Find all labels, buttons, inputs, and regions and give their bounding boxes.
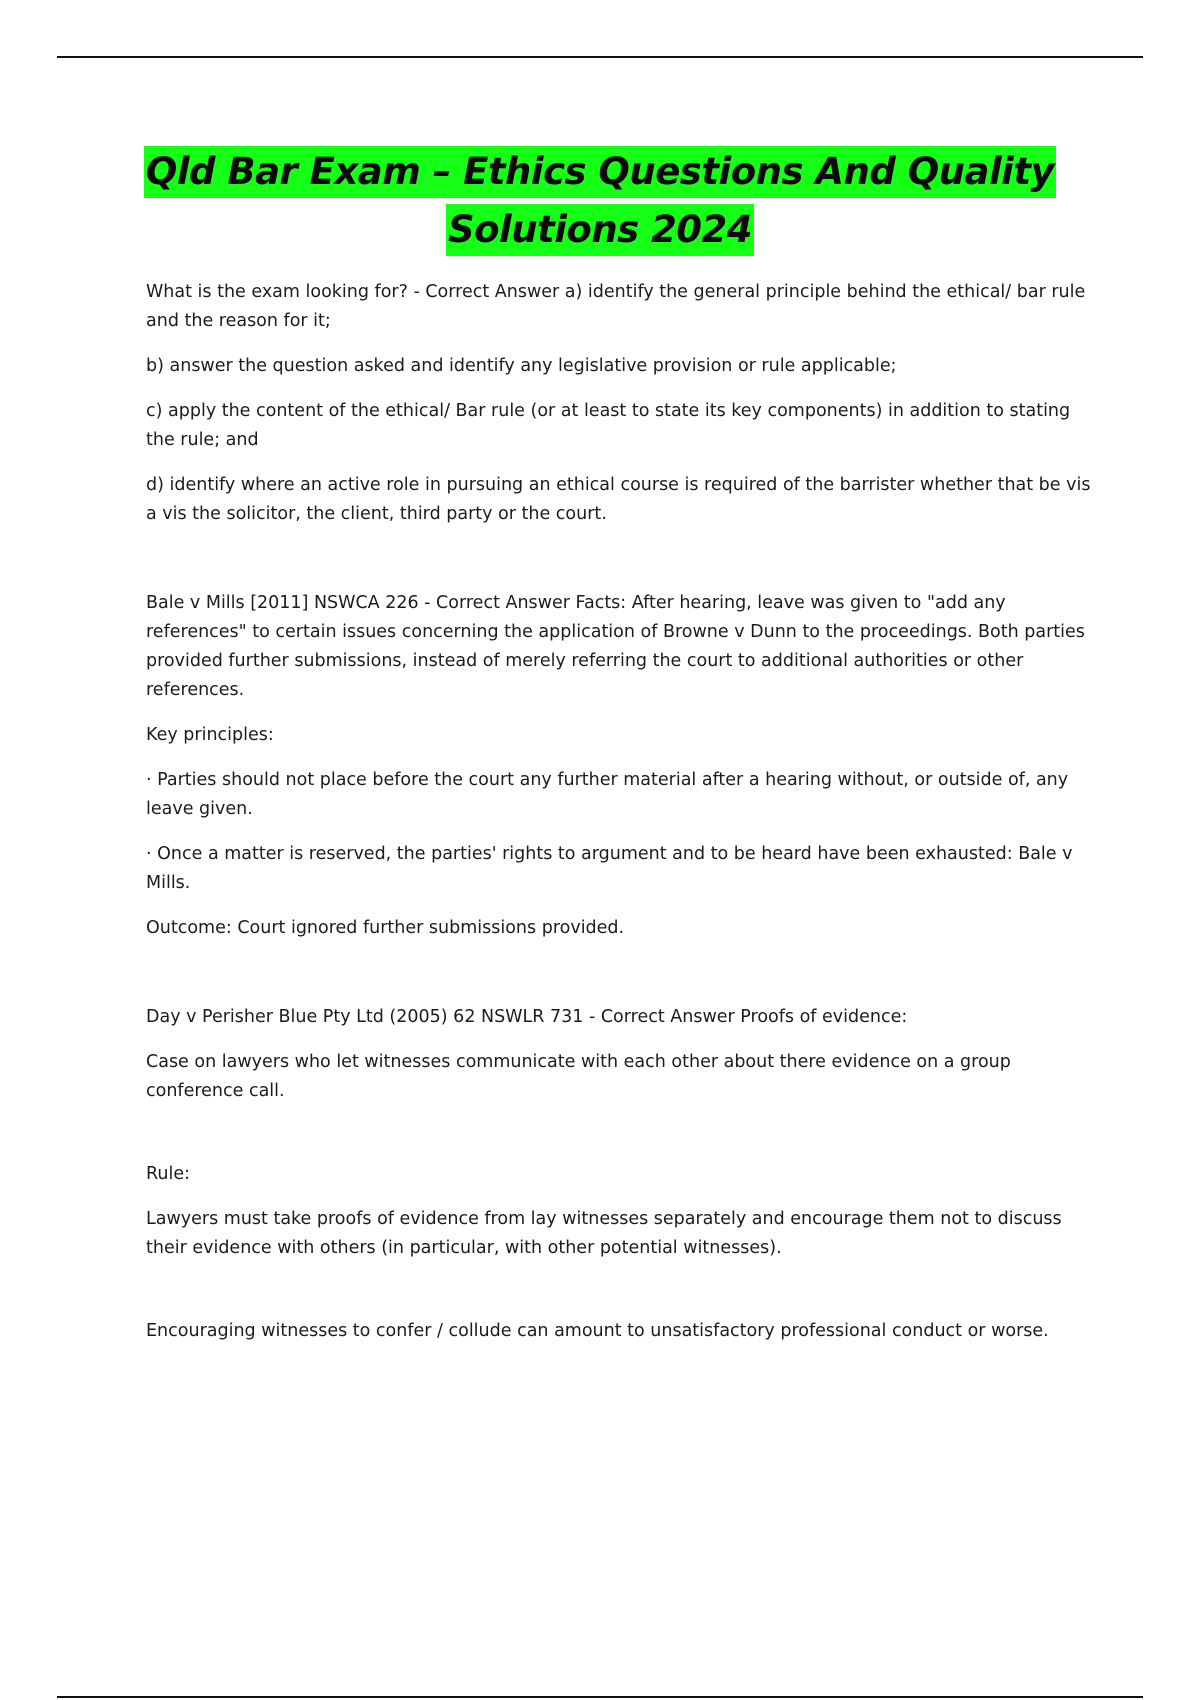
section3-rule-label: Rule: xyxy=(146,1164,190,1184)
section2-principle-1: · Parties should not place before the court any further material after a hearing without, or outside of, any leave given. xyxy=(146,770,1069,819)
bottom-rule xyxy=(57,1696,1143,1698)
spacer xyxy=(146,959,1094,1003)
section3-case: Case on lawyers who let witnesses communicate with each other about there evidence on a group conference call. xyxy=(146,1052,1011,1101)
title-line-1: Qld Bar Exam – Ethics Questions And Quality xyxy=(144,146,1056,198)
title-line-2: Solutions 2024 xyxy=(446,204,754,256)
section3-encourage: Encouraging witnesses to confer / collude can amount to unsatisfactory professional conduct or worse. xyxy=(146,1321,1049,1341)
section2-key-principles: Key principles: xyxy=(146,725,274,745)
section1-item-c: c) apply the content of the ethical/ Bar rule (or at least to state its key components) in addition to stating the rule; and xyxy=(146,401,1071,450)
section3-question: Day v Perisher Blue Pty Ltd (2005) 62 NSWLR 731 - Correct Answer Proofs of evidence: xyxy=(146,1007,908,1027)
section1-question: What is the exam looking for? - Correct Answer a) identify the general principle behind the ethical/ bar rule and the reason for it; xyxy=(146,282,1086,331)
top-rule xyxy=(57,56,1143,58)
section2-question: Bale v Mills [2011] NSWCA 226 - Correct Answer Facts: After hearing, leave was given to "add any references" to certain issues concerning the application of Browne v Dunn to the proceedings. Both parties provided further submissions, instead of merely referring the court to additional authorities or other references. xyxy=(146,593,1085,700)
spacer xyxy=(146,1279,1094,1317)
section3-rule: Lawyers must take proofs of evidence from lay witnesses separately and encourage them not to discuss their evidence with others (in particular, with other potential witnesses). xyxy=(146,1209,1062,1258)
section1-item-d: d) identify where an active role in pursuing an ethical course is required of the barrister whether that be vis a vis the solicitor, the client, third party or the court. xyxy=(146,475,1091,524)
document-body xyxy=(146,278,1094,1362)
section2-principle-2: · Once a matter is reserved, the parties' rights to argument and to be heard have been exhausted: Bale v Mills. xyxy=(146,844,1073,893)
section2-outcome: Outcome: Court ignored further submissions provided. xyxy=(146,918,625,938)
document-title xyxy=(100,146,1100,256)
section1-item-b: b) answer the question asked and identify any legislative provision or rule applicable; xyxy=(146,356,897,376)
spacer xyxy=(146,1122,1094,1160)
spacer xyxy=(146,545,1094,589)
